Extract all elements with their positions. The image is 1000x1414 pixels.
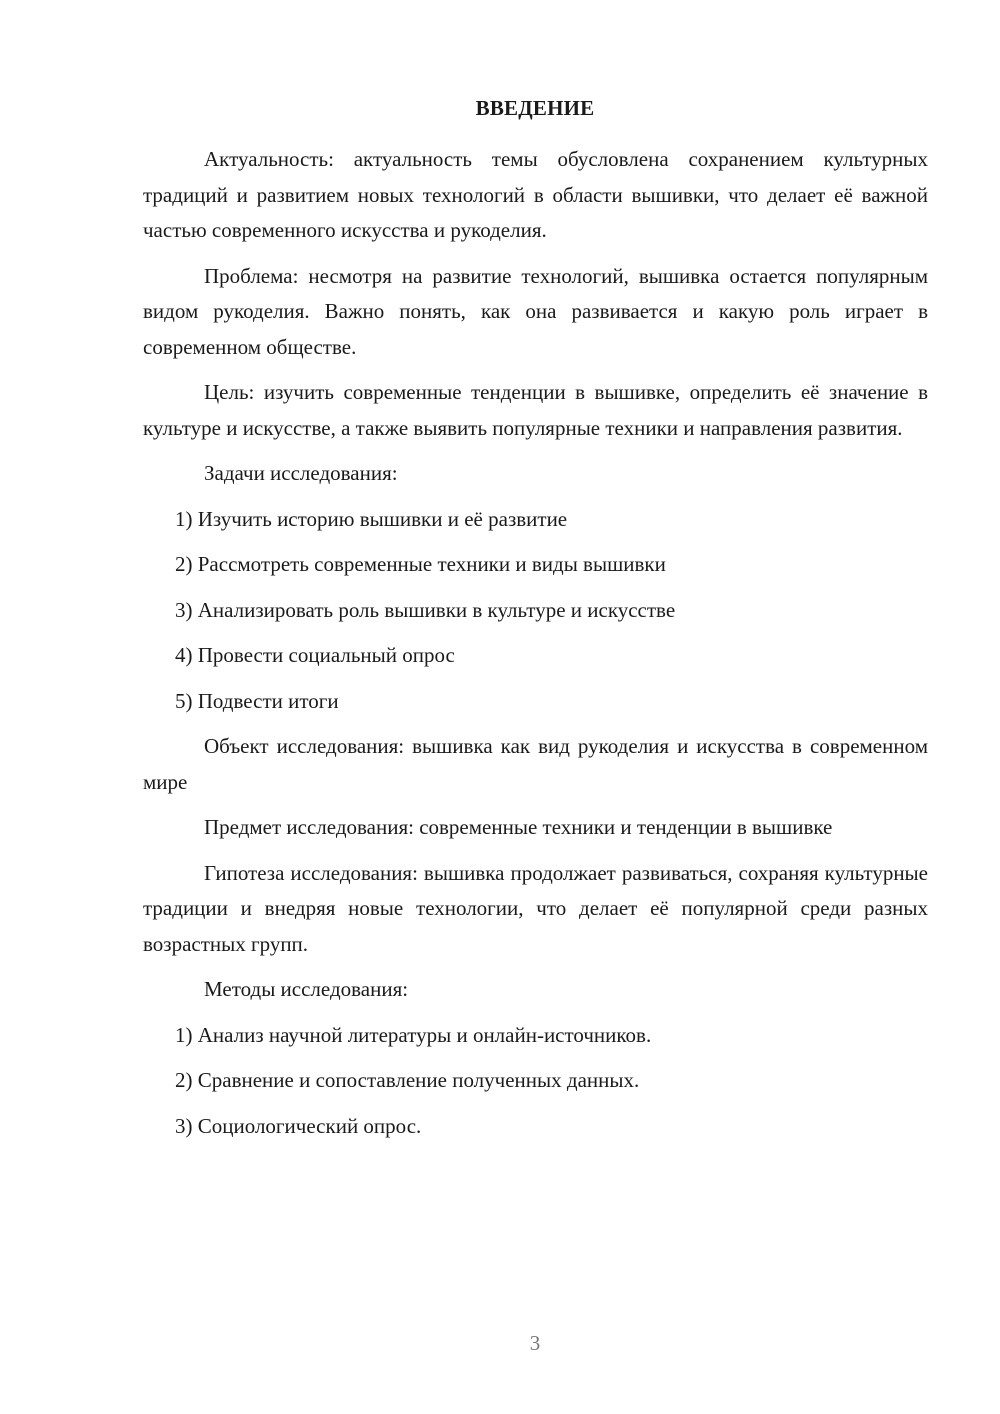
list-item: 1) Изучить историю вышивки и её развитие [175,506,568,531]
list-item: 2) Сравнение и сопоставление полученных данных. [175,1068,640,1092]
methods-heading: Методы исследования: [204,977,409,1001]
list-item: 4) Провести социальный опрос [175,643,455,667]
methods-list [143,1018,928,1145]
relevance-paragraph: Актуальность: актуальность темы обусловлена сохранением культурных традиций и развитием новых технологий в области вышивки, что делает её важной частью современного искусства и рукоделия. [143,147,928,242]
list-item: 1) Анализ научной литературы и онлайн-источников. [175,1022,652,1047]
goal-paragraph: Цель: изучить современные тенденции в вышивке, определить её значение в культуре и искусстве, а также выявить популярные техники и направления развития. [143,380,928,440]
list-item: 5) Подвести итоги [175,688,339,713]
object-paragraph: Объект исследования: вышивка как вид рукоделия и искусства в современном мире [143,734,928,794]
problem-paragraph: Проблема: несмотря на развитие технологий, вышивка остается популярным видом рукоделия. Важно понять, как она развивается и какую роль играет в современном обществе. [143,263,928,359]
list-item: 3) Анализировать роль вышивки в культуре и искусстве [175,597,676,622]
page-title: ВВЕДЕНИЕ [475,96,595,120]
page-number: 3 [529,1331,541,1355]
tasks-heading: Задачи исследования: [204,461,398,485]
document-body [143,142,928,1154]
list-item: 2) Рассмотреть современные техники и виды вышивки [175,552,666,576]
tasks-list [143,502,928,720]
subject-paragraph: Предмет исследования: современные техники и тенденции в вышивке [204,815,833,839]
list-item: 3) Социологический опрос. [175,1113,422,1138]
hypothesis-paragraph: Гипотеза исследования: вышивка продолжает развиваться, сохраняя культурные традиции и внедряя новые технологии, что делает её популярной среди разных возрастных групп. [143,860,928,956]
